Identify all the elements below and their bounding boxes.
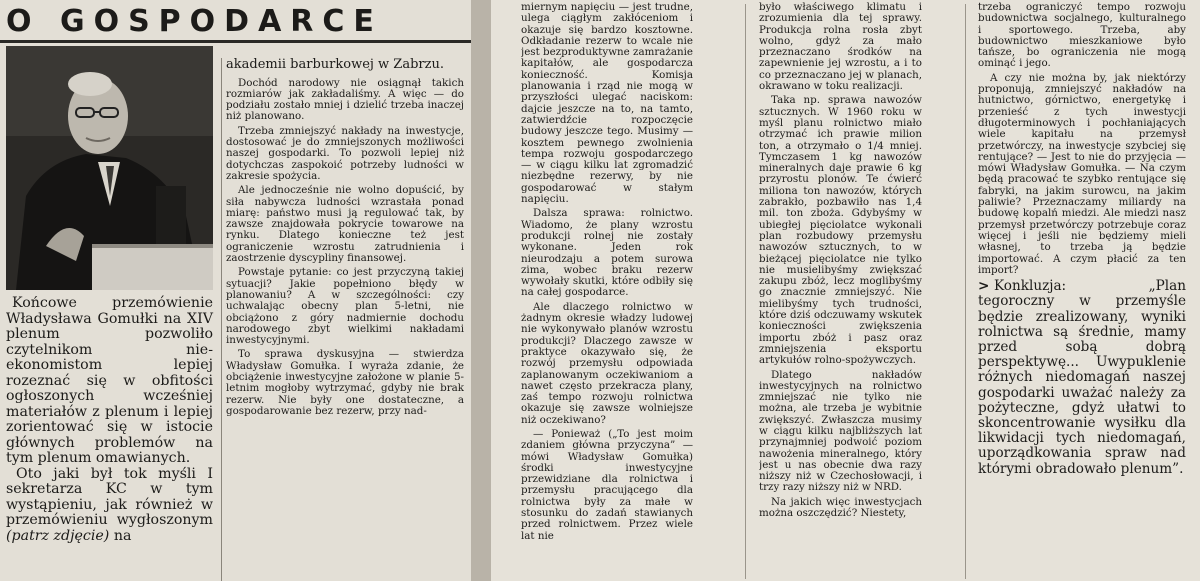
conclusion-text: Konkluzja: „Plan tegoroczny w przemyśle będzie zrealizowany, wyniki rolnictwa są średnie, mamy przed sobą dobrą perspektywę... Uwypuklenie różnych niedomagań naszej gospodarki uważać należy za pożyteczne, gdyż ułatwi to skoncentrowanie wysiłku dla likwidacji tych niedomagań, uporządkowania spraw nad którymi obradowało plenum”. <box>978 278 1186 477</box>
pointer-arrow-icon: > <box>978 278 990 295</box>
article-paragraph: To sprawa dyskusyjna — stwierdza Władysław Gomułka. I wyraża zdanie, że obciążenie inwestycyjne założone w planie 5-letnim mogłoby wytrzymać, gdyby nie brak rezerw. Nie były one dostateczne, a gospodarowanie bez rezerw, przy nad- <box>226 348 464 417</box>
article-paragraph: Dlatego nakładów inwestycyjnych na rolnictwo zmniejszać nie tylko nie można, ale trzeba je wybitnie zwiększyć. Zwłaszcza musimy w ciągu kilku najbliższych lat przynajmniej podwoić poziom nawożenia mineralnego, który jest u nas obecnie dwa razy niższy niż w Czechosłowacji, i trzy razy niższy niż w NRD. <box>759 368 922 494</box>
speaker-photo-illustration <box>6 46 213 290</box>
article-paragraph: Na jakich więc inwestycjach można oszczędzić? Niestety, <box>759 495 922 520</box>
photo-speaker <box>6 46 213 290</box>
column-lead: akademii barburkowej w Zabrzu. <box>226 58 444 72</box>
article-paragraph: trzeba ograniczyć tempo rozwoju budownictwa socjalnego, kulturalnego i sportowego. Trzeba, aby budownictwo mieszkaniowe było tańsze, bo ograniczenia nie mogą ominąć i jego. <box>978 2 1186 70</box>
article-column-left <box>226 58 464 581</box>
article-paragraph: Taka np. sprawa nawozów sztucznych. W 1960 roku w myśl planu rolnictwo miało otrzymać ich prawie milion ton, a otrzymało o 1/4 mniej. Tymczasem 1 kg nawozów mineralnych daje prawie 6 kg przyrostu plonów. Te ćwierć miliona ton nawozów, których zabrakło, pozbawiło nas 1,4 mil. ton zboża. Gdybyśmy w ubiegłej pięciolatce wykonali plan rozbudowy przemysłu nawozów sztucznych, to w bieżącej pięciolatce nie tylko nie musielibyśmy zwiększać zakupu zbóż, lecz moglibyśmy go znacznie zmniejszyć. Nie mielibyśmy tych trudności, które dziś odczuwamy wskutek konieczności zwiększenia importu zbóż i pasz oraz zmniejszenia eksportu artykułów rolno-spożywczych. <box>759 94 922 367</box>
column-divider <box>745 4 746 579</box>
article-paragraph: A czy nie można by, jak niektórzy proponują, zmniejszyć nakładów na hutnictwo, górnictwo, energetykę i przenieść z tych inwestycji długoterminowych i pochłaniających wiele kapitału na przemysł przetwórczy, na inwestycje szybciej się rentujące? — Jest to nie do przyjęcia — mówi Władysław Gomułka. — Na czym będą pracować te szybko rentujące się fabryki, na jakim surowcu, na jakim paliwie? Przeznaczamy miliardy na budowę kopalń miedzi. Ale miedzi nasz przemysł przetwórczy potrzebuje coraz więcej i jeśli nie będziemy mieli własnej, to trzeba ją będzie importować. A czym płacić za ten import? <box>978 71 1186 276</box>
caption-text: na <box>109 527 132 544</box>
article-column-3 <box>978 2 1186 581</box>
left-page <box>0 0 471 581</box>
column-divider <box>965 4 966 579</box>
caption-paragraph <box>6 467 213 545</box>
caption-text: Oto jaki był tok myśli I sekretarza KC w tym wystąpieniu, jak również w przemówieniu wygłoszonym <box>6 465 213 528</box>
article-paragraph: Trzeba zmniejszyć nakłady na inwestycje, dostosować je do zmniejszonych możliwości naszej gospodarki. To pozwoli lepiej niż dotychczas zaspokoić potrzeby ludności w zakresie spożycia. <box>226 124 464 182</box>
article-paragraph: Powstaje pytanie: co jest przyczyną takiej sytuacji? Jakie popełniono błędy w planowaniu? A w szczególności: czy uchwalając obecny plan 5-letni, nie obciążono z góry nadmiernie dochodu narodowego zbyt wielkimi nakładami inwestycyjnymi. <box>226 266 464 347</box>
article-paragraph: miernym napięciu — jest trudne, ulega ciągłym zakłóceniom i okazuje się bardzo kosztowne. Odkładanie rezerw to wcale nie jest bezproduktywne zamrażanie kapitałów, ale gospodarcza konieczność. Komisja planowania i rząd nie mogą w przyszłości ulegać naciskom: dajcie jeszcze na to, na tamto, zatwierdźcie rozpoczęcie budowy jeszcze tego. Musimy — kosztem pewnego zwolnienia tempa rozwoju gospodarczego — w ciągu kilku lat zgromadzić niezbędne rezerwy, by nie gospodarować w stałym napięciu. <box>521 2 693 206</box>
headline: O GOSPODARCE <box>6 4 383 38</box>
article-paragraph: Dochód narodowy nie osiągnął takich rozmiarów jak zakładaliśmy. A więc — do podziału zostało mniej i dzielić trzeba inaczej niż planowano. <box>226 76 464 123</box>
article-column-1 <box>521 2 693 581</box>
headline-rule <box>0 40 471 43</box>
article-paragraph: Dalsza sprawa: rolnictwo. Wiadomo, że plany wzrostu produkcji rolnej nie zostały wykonane. Jeden rok nieurodzaju a potem surowa zima, wobec braku rezerw wywołały skutki, które odbiły się na całej gospodarce. <box>521 207 693 299</box>
page-gutter <box>471 0 491 581</box>
article-paragraph: Ale jednocześnie nie wolno dopuścić, by siła nabywcza ludności wzrastała ponad miarę: państwo musi ją regulować tak, by zawsze znajdowała pokrycie towarowe na rynku. Dlatego konieczne też jest ograniczenie wzrostu zatrudnienia i zaostrzenie dyscypliny finansowej. <box>226 184 464 265</box>
article-paragraph: było właściwego klimatu i zrozumienia dla tej sprawy. Produkcja rolna rosła zbyt wolno, gdyż za mało przeznaczano środków na zapewnienie jej wzrostu, a i to co przeznaczano jej w planach, okrawano w toku realizacji. <box>759 2 922 93</box>
article-paragraph: Ale dlaczego rolnictwo w żadnym okresie władzy ludowej nie wykonywało planów wzrostu produkcji? Dlaczego zawsze w praktyce okazywało się, że rozwój przemysłu odpowiada zaplanowanym oczekiwaniom a nawet często przekracza plany, zaś tempo rozwoju rolnictwa okazuje się zawsze wolniejsze niż oczekiwano? <box>521 300 693 426</box>
photo-caption <box>6 296 213 544</box>
caption-photo-reference: (patrz zdjęcie) <box>6 527 110 544</box>
caption-paragraph: Końcowe przemówienie Władysława Gomułki na XIV plenum pozwoliło czytelnikom nie-ekonomistom lepiej rozeznać się w obfitości ogłoszonych wcześniej materiałów z plenum i lepiej zorientować się w istocie głównych problemów na tym plenum omawianych. <box>6 295 213 466</box>
article-column-2 <box>759 2 922 581</box>
conclusion-paragraph <box>978 279 1186 477</box>
column-divider <box>221 58 222 581</box>
right-page <box>491 0 1200 581</box>
article-paragraph: — Ponieważ („To jest moim zdaniem główna przyczyna” — mówi Władysław Gomułka) środki inwestycyjne przewidziane dla rolnictwa i przemysłu pracującego dla rolnictwa były za małe w stosunku do zadań stawianych przed rolnictwem. Przez wiele lat nie <box>521 427 693 542</box>
